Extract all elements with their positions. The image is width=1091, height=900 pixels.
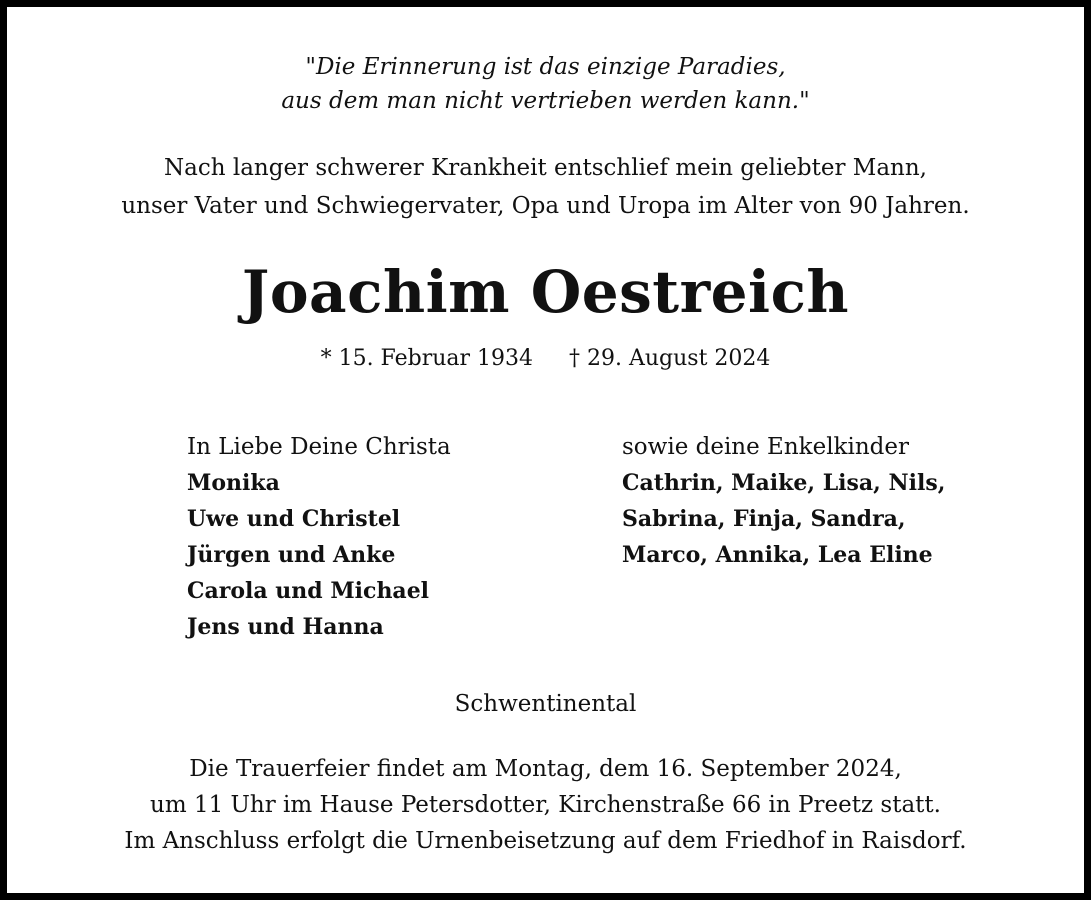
- family-name: Jürgen und Anke: [187, 542, 396, 568]
- place-name: Schwentinental: [454, 691, 637, 717]
- family-name: Uwe und Christel: [187, 506, 401, 532]
- grandchildren-line: Marco, Annika, Lea Eline: [622, 542, 933, 568]
- intro-line-1: Nach langer schwerer Krankheit entschlief mein geliebter Mann,: [164, 155, 927, 181]
- grandchildren-line: Sabrina, Finja, Sandra,: [622, 506, 906, 532]
- right-column-heading: sowie deine Enkelkinder: [622, 434, 909, 460]
- service-info: [7, 751, 1084, 859]
- family-column-right: [622, 429, 945, 573]
- birth-date: * 15. Februar 1934: [320, 346, 534, 371]
- quote: [7, 50, 1084, 118]
- quote-line-2: aus dem man nicht vertrieben werden kann.": [281, 88, 810, 114]
- quote-line-1: "Die Erinnerung ist das einzige Paradies,: [305, 54, 786, 80]
- intro-line-2: unser Vater und Schwiegervater, Opa und Uropa im Alter von 90 Jahren.: [121, 193, 970, 219]
- family-name: Monika: [187, 470, 280, 496]
- family-name: Carola und Michael: [187, 578, 430, 604]
- right-column-names: [622, 465, 945, 573]
- death-date: † 29. August 2024: [569, 346, 771, 371]
- service-line-1: Die Trauerfeier findet am Montag, dem 16. September 2024,: [189, 756, 902, 782]
- grandchildren-line: Cathrin, Maike, Lisa, Nils,: [622, 470, 946, 496]
- service-line-3: Im Anschluss erfolgt die Urnenbeisetzung auf dem Friedhof in Raisdorf.: [124, 828, 967, 854]
- intro-text: [7, 149, 1084, 225]
- service-line-2: um 11 Uhr im Hause Petersdotter, Kirchenstraße 66 in Preetz statt.: [150, 792, 941, 818]
- life-dates: [7, 344, 1084, 374]
- family-column-left: [187, 429, 451, 645]
- family-name: Jens und Hanna: [187, 614, 384, 640]
- deceased-name: Joachim Oestreich: [241, 258, 850, 326]
- left-column-heading: In Liebe Deine Christa: [187, 434, 451, 460]
- left-column-names: [187, 465, 451, 645]
